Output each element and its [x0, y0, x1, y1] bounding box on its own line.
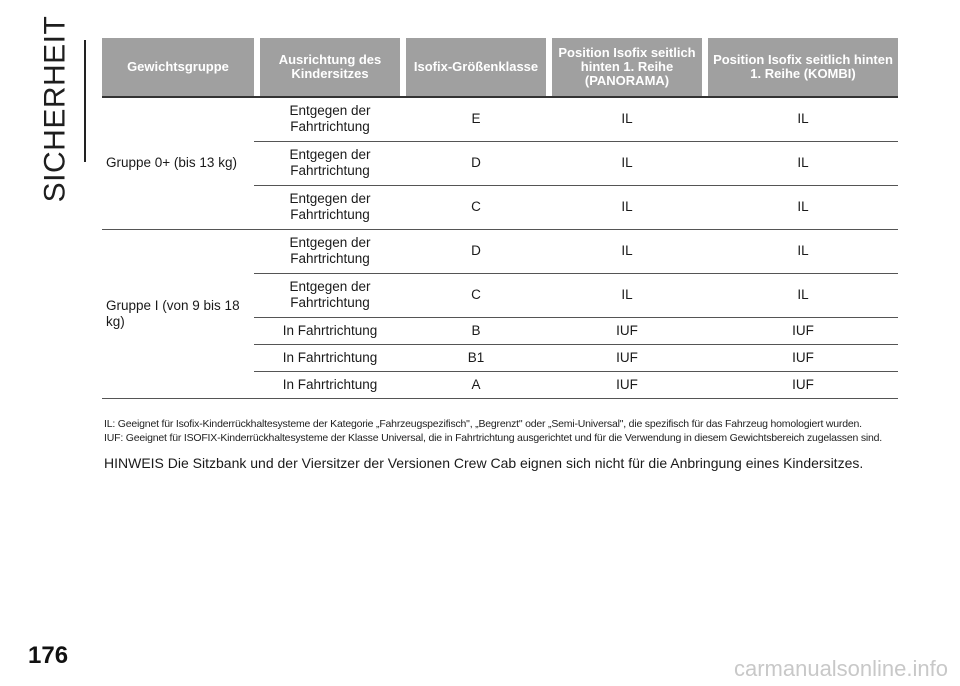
kombi-cell: IL — [797, 243, 809, 258]
group-label: Gruppe 0+ (bis 13 kg) — [102, 97, 254, 229]
size-cell: D — [471, 155, 481, 170]
watermark: carmanualsonline.info — [733, 656, 948, 681]
kombi-cell: IUF — [792, 322, 814, 338]
header-position-kombi: Position Isofix seitlich hinten 1. Reihe (KOMBI) — [708, 38, 898, 97]
header-size-class: Isofix-Größenklasse — [406, 38, 546, 97]
size-cell: C — [471, 287, 481, 302]
panorama-cell: IUF — [616, 349, 638, 365]
panorama-cell: IL — [621, 111, 633, 127]
kombi-cell: IL — [797, 287, 809, 302]
table-row — [102, 97, 898, 141]
orientation-cell: Entgegen der Fahrtrichtung — [289, 147, 371, 178]
group-label: Gruppe I (von 9 bis 18 kg) — [106, 297, 240, 329]
kombi-cell: IL — [797, 199, 809, 214]
table-header-row — [102, 38, 898, 97]
panorama-cell: IL — [621, 199, 633, 214]
kombi-cell: IL — [797, 111, 809, 127]
orientation-cell: Entgegen der Fahrtrichtung — [289, 103, 371, 135]
panorama-cell: IUF — [616, 376, 638, 392]
section-divider — [84, 40, 86, 162]
orientation-cell: In Fahrtrichtung — [282, 349, 378, 365]
panorama-cell: IL — [621, 287, 633, 302]
size-cell: D — [471, 243, 481, 258]
orientation-cell: Entgegen der Fahrtrichtung — [289, 191, 371, 222]
header-orientation: Ausrichtung des Kindersitzes — [260, 38, 400, 97]
size-cell: A — [471, 376, 481, 392]
orientation-cell: Entgegen der Fahrtrichtung — [289, 279, 371, 310]
panorama-cell: IUF — [616, 322, 638, 338]
orientation-cell: In Fahrtrichtung — [282, 376, 378, 392]
footnote-il: IL: Geeignet für Isofix-Kinderrückhaltesysteme der Kategorie „Fahrzeugspezifisch", „Begrenzt" oder „Semi-Universal", die spezifisch für das Fahrzeug homologiert wurden. — [104, 418, 862, 430]
header-position-panorama: Position Isofix seitlich hinten 1. Reihe (PANORAMA) — [552, 38, 702, 97]
panorama-cell: IL — [621, 243, 633, 258]
size-cell: E — [471, 111, 481, 127]
kombi-cell: IUF — [792, 349, 814, 365]
note-text: HINWEIS Die Sitzbank und der Viersitzer der Versionen Crew Cab eignen sich nicht für die Anbringung eines Kindersitzes. — [104, 455, 864, 471]
orientation-cell: In Fahrtrichtung — [282, 322, 378, 338]
isofix-table — [102, 38, 898, 399]
orientation-cell: Entgegen der Fahrtrichtung — [289, 235, 371, 266]
table-row — [102, 229, 898, 273]
panorama-cell: IL — [621, 155, 633, 170]
size-cell: B — [471, 322, 481, 338]
header-weight-group: Gewichtsgruppe — [102, 38, 254, 97]
kombi-cell: IL — [797, 155, 809, 170]
section-title — [24, 15, 86, 203]
size-cell: B1 — [467, 349, 485, 365]
footnotes — [104, 417, 904, 445]
size-cell: C — [471, 199, 481, 214]
section-title-text: SICHERHEIT — [38, 15, 71, 203]
kombi-cell: IUF — [792, 376, 814, 392]
footnote-iuf: IUF: Geeignet für ISOFIX-Kinderrückhaltesysteme der Klasse Universal, die in Fahrtrichtung ausgerichtet und für die Verwendung in diesem Gewichtsbereich zugelassen sind. — [104, 432, 883, 444]
page-number: 176 — [28, 642, 69, 669]
